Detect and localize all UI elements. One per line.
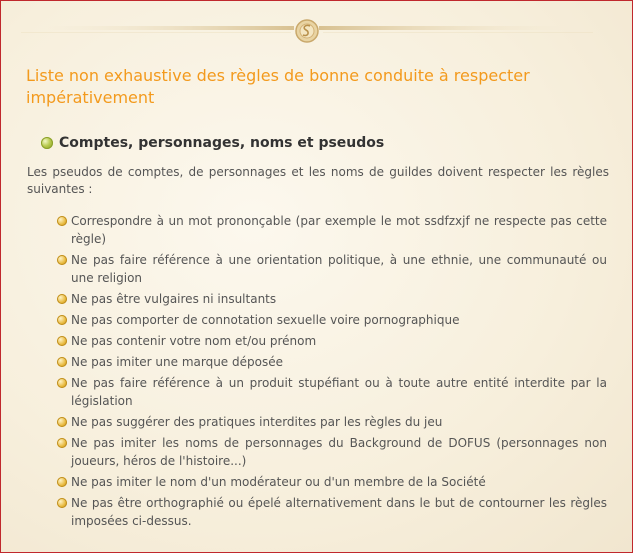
- rule-text: Ne pas comporter de connotation sexuelle voire pornographique: [71, 313, 460, 327]
- rule-text: Ne pas faire référence à une orientation politique, à une ethnie, une communauté ou une religion: [71, 253, 607, 285]
- list-item: [57, 353, 607, 371]
- section-header: [41, 135, 384, 151]
- yellow-bullet-icon: [57, 255, 67, 265]
- rule-text: Ne pas imiter une marque déposée: [71, 355, 283, 369]
- yellow-bullet-icon: [57, 378, 67, 388]
- yellow-bullet-icon: [57, 498, 67, 508]
- rule-text: Ne pas imiter le nom d'un modérateur ou d'un membre de la Société: [71, 475, 486, 489]
- rule-text: Ne pas suggérer des pratiques interdites par les règles du jeu: [71, 415, 443, 429]
- rule-text: Ne pas être orthographié ou épelé alternativement dans le but de contourner les règles imposées ci-dessus.: [71, 496, 607, 528]
- rule-text: Ne pas faire référence à un produit stupéfiant ou à toute autre entité interdite par la législation: [71, 376, 607, 408]
- yellow-bullet-icon: [57, 336, 67, 346]
- list-item: [57, 251, 607, 287]
- page-title: Liste non exhaustive des règles de bonne conduite à respecter impérativement: [26, 66, 530, 107]
- list-item: [57, 212, 607, 248]
- list-item: [57, 413, 607, 431]
- list-item: [57, 494, 607, 530]
- rule-text: Correspondre à un mot prononçable (par exemple le mot ssdfzxjf ne respecte pas cette règle): [71, 214, 607, 246]
- section-title: Comptes, personnages, noms et pseudos: [59, 135, 385, 151]
- medallion-s-icon: [296, 20, 318, 42]
- yellow-bullet-icon: [57, 477, 67, 487]
- list-item: [57, 473, 607, 491]
- rules-list: [57, 212, 607, 533]
- yellow-bullet-icon: [57, 438, 67, 448]
- yellow-bullet-icon: [57, 294, 67, 304]
- rule-text: Ne pas être vulgaires ni insultants: [71, 292, 277, 306]
- list-item: [57, 290, 607, 308]
- list-item: [57, 374, 607, 410]
- yellow-bullet-icon: [57, 315, 67, 325]
- intro-paragraph: Les pseudos de comptes, de personnages et les noms de guildes doivent respecter les règles suivantes :: [27, 165, 609, 196]
- rule-text: Ne pas contenir votre nom et/ou prénom: [71, 334, 317, 348]
- yellow-bullet-icon: [57, 216, 67, 226]
- rule-text: Ne pas imiter les noms de personnages du Background de DOFUS (personnages non joueurs, héros de l'histoire...): [71, 436, 607, 468]
- list-item: [57, 311, 607, 329]
- list-item: [57, 434, 607, 470]
- header-divider-ornament: [1, 1, 633, 51]
- green-bullet-icon: [41, 137, 53, 149]
- yellow-bullet-icon: [57, 357, 67, 367]
- list-item: [57, 332, 607, 350]
- yellow-bullet-icon: [57, 417, 67, 427]
